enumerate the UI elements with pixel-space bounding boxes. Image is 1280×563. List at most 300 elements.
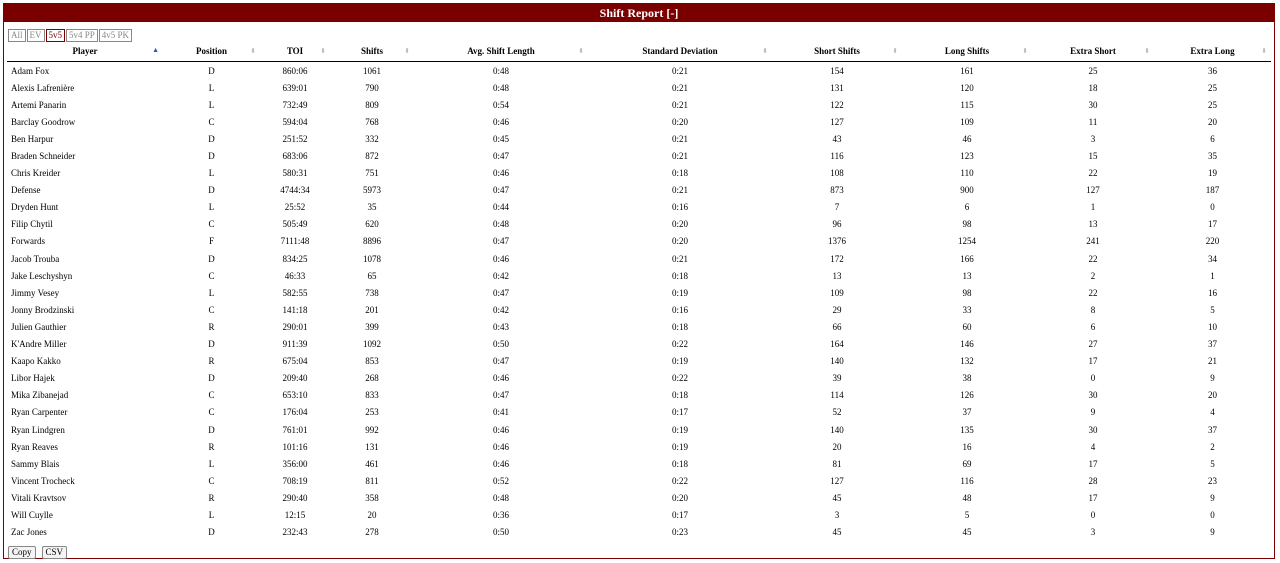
table-cell: 0:46 bbox=[492, 458, 509, 469]
table-cell: 209:40 bbox=[282, 373, 308, 384]
table-cell: 166 bbox=[960, 253, 974, 264]
table-cell: 46:33 bbox=[284, 270, 306, 281]
player-name-cell: Will Cuylle bbox=[11, 509, 53, 520]
player-name-cell: Jonny Brodzinski bbox=[11, 304, 75, 315]
table-cell: 594:04 bbox=[282, 116, 308, 127]
table-cell: L bbox=[208, 509, 215, 520]
table-cell: 0:18 bbox=[671, 270, 688, 281]
column-label: Position bbox=[195, 46, 227, 56]
table-cell: 101:16 bbox=[282, 441, 308, 452]
table-cell: 751 bbox=[365, 168, 379, 179]
sort-icon[interactable]: ⬍ bbox=[892, 47, 898, 55]
table-cell: 109 bbox=[960, 116, 974, 127]
column-label: Extra Long bbox=[1190, 46, 1235, 56]
table-cell: 0:43 bbox=[492, 321, 509, 332]
sort-icon[interactable]: ⬍ bbox=[404, 47, 410, 55]
table-cell: D bbox=[208, 151, 215, 162]
table-cell: 0:44 bbox=[492, 202, 509, 213]
table-cell: 30 bbox=[1088, 390, 1098, 401]
table-cell: 28 bbox=[1088, 475, 1098, 486]
table-cell: 5 bbox=[1210, 304, 1215, 315]
shift-report-panel bbox=[3, 3, 1275, 559]
table-cell: 20 bbox=[367, 509, 377, 520]
column-header-standard-deviation[interactable] bbox=[588, 41, 772, 62]
table-row bbox=[7, 301, 1271, 318]
filter-4v5-pk[interactable]: 4v5 PK bbox=[99, 29, 132, 42]
table-cell: D bbox=[208, 373, 215, 384]
table-cell: 17 bbox=[1088, 492, 1098, 503]
filter-all[interactable]: All bbox=[8, 29, 26, 42]
table-cell: 4744:34 bbox=[280, 185, 310, 196]
table-header bbox=[7, 41, 1271, 62]
table-cell: 127 bbox=[830, 116, 844, 127]
table-cell: L bbox=[208, 168, 215, 179]
table-cell: 358 bbox=[365, 492, 379, 503]
table-cell: 0:18 bbox=[671, 168, 688, 179]
table-cell: 25 bbox=[1208, 82, 1217, 93]
player-name-cell: Adam Fox bbox=[11, 65, 50, 76]
player-name-cell: Defense bbox=[11, 185, 41, 196]
table-cell: 675:04 bbox=[282, 356, 308, 367]
column-header-extra-short[interactable] bbox=[1032, 41, 1154, 62]
table-cell: 0:48 bbox=[492, 82, 509, 93]
table-cell: C bbox=[208, 475, 215, 486]
table-cell: 768 bbox=[365, 116, 379, 127]
table-cell: L bbox=[208, 287, 215, 298]
table-cell: D bbox=[208, 65, 215, 76]
table-cell: 0:52 bbox=[492, 475, 509, 486]
player-name-cell: Zac Jones bbox=[11, 527, 47, 538]
table-cell: 290:40 bbox=[282, 492, 308, 503]
player-name-cell: Forwards bbox=[11, 236, 45, 247]
table-cell: 9 bbox=[1210, 373, 1215, 384]
table-cell: 19 bbox=[1208, 168, 1217, 179]
table-cell: 172 bbox=[830, 253, 844, 264]
table-cell: 0:21 bbox=[671, 185, 688, 196]
player-name-cell: Ryan Reaves bbox=[11, 441, 58, 452]
table-row bbox=[7, 336, 1271, 353]
table-cell: 201 bbox=[365, 304, 379, 315]
table-cell: 17 bbox=[1208, 219, 1217, 230]
table-cell: R bbox=[208, 441, 215, 452]
table-cell: 0:21 bbox=[671, 151, 688, 162]
table-row bbox=[7, 165, 1271, 182]
table-cell: 0:19 bbox=[671, 424, 688, 435]
player-name-cell: Vincent Trocheck bbox=[11, 475, 75, 486]
player-name-cell: Libor Hajek bbox=[11, 373, 55, 384]
table-cell: 9 bbox=[1210, 492, 1215, 503]
table-cell: 0:21 bbox=[671, 253, 688, 264]
sort-icon[interactable]: ⬍ bbox=[1144, 47, 1150, 55]
table-cell: 98 bbox=[962, 287, 972, 298]
table-cell: 811 bbox=[365, 475, 379, 486]
table-cell: 0:47 bbox=[492, 236, 509, 247]
table-cell: 20 bbox=[1208, 116, 1217, 127]
filter-5v4-pp[interactable]: 5v4 PP bbox=[66, 29, 98, 42]
player-name-cell: Mika Zibanejad bbox=[11, 390, 69, 401]
export-buttons bbox=[8, 542, 69, 560]
table-cell: 27 bbox=[1088, 339, 1098, 350]
table-cell: 1078 bbox=[363, 253, 381, 264]
player-name-cell: Braden Schneider bbox=[11, 151, 76, 162]
table-row bbox=[7, 455, 1271, 472]
player-name-cell: Filip Chytil bbox=[11, 219, 53, 230]
table-cell: 3 bbox=[1090, 133, 1096, 144]
table-cell: 3 bbox=[834, 509, 840, 520]
table-cell: C bbox=[208, 390, 215, 401]
table-cell: 0:47 bbox=[492, 151, 509, 162]
player-name-cell: Vitali Kravtsov bbox=[11, 492, 67, 503]
sort-ascending-icon[interactable]: ▲ bbox=[152, 46, 159, 54]
table-row bbox=[7, 506, 1271, 523]
table-row bbox=[7, 524, 1271, 541]
table-cell: 0:48 bbox=[492, 492, 509, 503]
table-cell: 0:21 bbox=[671, 99, 688, 110]
filter-ev[interactable]: EV bbox=[27, 29, 45, 42]
table-cell: 0:16 bbox=[671, 202, 688, 213]
table-cell: C bbox=[208, 219, 215, 230]
table-cell: 164 bbox=[830, 339, 844, 350]
table-cell: 120 bbox=[960, 82, 974, 93]
table-cell: 268 bbox=[365, 373, 379, 384]
table-cell: 35 bbox=[1208, 151, 1217, 162]
column-header-short-shifts[interactable] bbox=[772, 41, 902, 62]
table-cell: 109 bbox=[830, 287, 844, 298]
table-row bbox=[7, 472, 1271, 489]
table-cell: R bbox=[208, 356, 215, 367]
shift-report-table bbox=[7, 41, 1271, 541]
table-cell: 0:46 bbox=[492, 116, 509, 127]
table-cell: 20 bbox=[832, 441, 842, 452]
table-cell: 115 bbox=[960, 99, 974, 110]
table-cell: 37 bbox=[962, 407, 972, 418]
table-row bbox=[7, 216, 1271, 233]
table-cell: 0:23 bbox=[671, 527, 688, 538]
table-cell: 0 bbox=[1090, 509, 1096, 520]
table-row bbox=[7, 79, 1271, 96]
table-cell: 22 bbox=[1088, 253, 1098, 264]
table-cell: 127 bbox=[830, 475, 844, 486]
table-cell: 505:49 bbox=[282, 219, 308, 230]
table-cell: 5973 bbox=[363, 185, 381, 196]
player-name-cell: K'Andre Miller bbox=[11, 339, 67, 350]
table-cell: 860:06 bbox=[282, 65, 308, 76]
table-row bbox=[7, 62, 1271, 80]
column-label: TOI bbox=[286, 46, 304, 56]
table-cell: 52 bbox=[832, 407, 842, 418]
table-cell: 3 bbox=[1090, 527, 1096, 538]
column-header-toi[interactable] bbox=[260, 41, 330, 62]
table-cell: 38 bbox=[962, 373, 972, 384]
table-row bbox=[7, 387, 1271, 404]
table-cell: 16 bbox=[1208, 287, 1217, 298]
table-cell: 253 bbox=[365, 407, 379, 418]
table-row bbox=[7, 370, 1271, 387]
strength-filter-bar bbox=[8, 25, 133, 39]
table-cell: 46 bbox=[962, 133, 972, 144]
table-cell: 683:06 bbox=[282, 151, 308, 162]
table-cell: R bbox=[208, 321, 215, 332]
table-cell: 580:31 bbox=[282, 168, 308, 179]
filter-5v5[interactable]: 5v5 bbox=[46, 29, 66, 42]
table-cell: 0:17 bbox=[671, 509, 688, 520]
table-cell: 6 bbox=[1210, 133, 1215, 144]
table-cell: 0:20 bbox=[671, 219, 688, 230]
csv-button[interactable]: CSV bbox=[42, 546, 68, 559]
table-cell: 2 bbox=[1090, 270, 1096, 281]
table-body bbox=[7, 62, 1271, 541]
table-cell: 0 bbox=[1210, 509, 1215, 520]
table-cell: 0:54 bbox=[492, 99, 509, 110]
table-cell: 833 bbox=[365, 390, 379, 401]
table-cell: 146 bbox=[960, 339, 974, 350]
table-row bbox=[7, 113, 1271, 130]
column-label: Standard Deviation bbox=[642, 46, 718, 56]
table-row bbox=[7, 96, 1271, 113]
table-cell: C bbox=[208, 116, 215, 127]
table-cell: 37 bbox=[1208, 424, 1217, 435]
table-cell: 620 bbox=[365, 219, 379, 230]
table-cell: 35 bbox=[367, 202, 377, 213]
player-name-cell: Ryan Lindgren bbox=[11, 424, 65, 435]
table-cell: 761:01 bbox=[282, 424, 308, 435]
table-cell: 12:15 bbox=[284, 509, 306, 520]
table-cell: 37 bbox=[1208, 339, 1217, 350]
player-name-cell: Ben Harpur bbox=[11, 133, 54, 144]
table-cell: 911:39 bbox=[282, 339, 308, 350]
table-cell: 0:20 bbox=[671, 236, 688, 247]
table-row bbox=[7, 233, 1271, 250]
table-cell: D bbox=[208, 424, 215, 435]
table-cell: 18 bbox=[1088, 82, 1098, 93]
player-name-cell: Ryan Carpenter bbox=[11, 407, 68, 418]
table-cell: 6 bbox=[964, 202, 970, 213]
table-cell: 60 bbox=[962, 321, 972, 332]
table-cell: D bbox=[208, 185, 215, 196]
table-cell: 29 bbox=[832, 304, 842, 315]
table-cell: 0:16 bbox=[671, 304, 688, 315]
table-cell: 0:18 bbox=[671, 390, 688, 401]
table-cell: 10 bbox=[1208, 321, 1217, 332]
copy-button[interactable]: Copy bbox=[8, 546, 36, 559]
table-cell: 45 bbox=[832, 492, 842, 503]
table-cell: 2 bbox=[1210, 441, 1215, 452]
table-cell: 140 bbox=[830, 356, 844, 367]
table-cell: 0:18 bbox=[671, 458, 688, 469]
table-cell: 0 bbox=[1090, 373, 1096, 384]
sort-icon[interactable]: ⬍ bbox=[762, 47, 768, 55]
sort-icon[interactable]: ⬍ bbox=[1261, 47, 1267, 55]
player-name-cell: Julien Gauthier bbox=[11, 321, 67, 332]
table-cell: 0:45 bbox=[492, 133, 509, 144]
table-cell: F bbox=[208, 236, 214, 247]
table-cell: 809 bbox=[365, 99, 379, 110]
table-cell: 45 bbox=[962, 527, 972, 538]
table-cell: 43 bbox=[832, 133, 842, 144]
table-cell: D bbox=[208, 253, 215, 264]
table-cell: 65 bbox=[367, 270, 377, 281]
table-cell: 992 bbox=[365, 424, 379, 435]
table-row bbox=[7, 250, 1271, 267]
table-cell: 0:21 bbox=[671, 65, 688, 76]
table-cell: 1092 bbox=[363, 339, 381, 350]
table-cell: 332 bbox=[365, 133, 379, 144]
table-cell: 34 bbox=[1208, 253, 1217, 264]
table-cell: 582:55 bbox=[282, 287, 308, 298]
table-cell: 13 bbox=[832, 270, 842, 281]
table-cell: 20 bbox=[1208, 390, 1217, 401]
table-cell: 251:52 bbox=[282, 133, 308, 144]
table-cell: 122 bbox=[830, 99, 844, 110]
table-row bbox=[7, 147, 1271, 164]
table-cell: 4 bbox=[1210, 407, 1215, 418]
table-cell: 872 bbox=[365, 151, 379, 162]
table-cell: 732:49 bbox=[282, 99, 308, 110]
column-header-extra-long[interactable] bbox=[1154, 41, 1271, 62]
sort-icon[interactable]: ⬍ bbox=[250, 47, 256, 55]
table-cell: 108 bbox=[830, 168, 844, 179]
sort-icon[interactable]: ⬍ bbox=[1022, 47, 1028, 55]
table-cell: 4 bbox=[1090, 441, 1096, 452]
table-cell: 900 bbox=[960, 185, 974, 196]
table-cell: 0:19 bbox=[671, 441, 688, 452]
table-cell: 22 bbox=[1088, 287, 1098, 298]
table-cell: 356:00 bbox=[282, 458, 308, 469]
table-cell: 154 bbox=[830, 65, 844, 76]
table-cell: 114 bbox=[830, 390, 844, 401]
table-cell: 48 bbox=[962, 492, 972, 503]
table-row bbox=[7, 421, 1271, 438]
table-cell: 8896 bbox=[363, 236, 381, 247]
table-cell: 0:22 bbox=[671, 339, 688, 350]
table-cell: C bbox=[208, 304, 215, 315]
table-cell: 0:20 bbox=[671, 116, 688, 127]
table-cell: 45 bbox=[832, 527, 842, 538]
table-cell: 81 bbox=[832, 458, 842, 469]
table-cell: 161 bbox=[960, 65, 974, 76]
table-row bbox=[7, 404, 1271, 421]
table-cell: 0:22 bbox=[671, 373, 688, 384]
table-cell: 790 bbox=[365, 82, 379, 93]
table-cell: 278 bbox=[365, 527, 379, 538]
sort-icon[interactable]: ⬍ bbox=[578, 47, 584, 55]
table-cell: 0:46 bbox=[492, 441, 509, 452]
table-cell: 0:47 bbox=[492, 185, 509, 196]
table-cell: C bbox=[208, 270, 215, 281]
table-cell: 0:46 bbox=[492, 424, 509, 435]
player-name-cell: Artemi Panarin bbox=[11, 99, 67, 110]
table-cell: L bbox=[208, 202, 215, 213]
table-cell: 25 bbox=[1208, 99, 1217, 110]
table-row bbox=[7, 267, 1271, 284]
player-name-cell: Jake Leschyshyn bbox=[11, 270, 73, 281]
table-cell: 13 bbox=[962, 270, 972, 281]
column-header-player[interactable] bbox=[7, 41, 163, 62]
table-cell: 22 bbox=[1088, 168, 1098, 179]
table-cell: 141:18 bbox=[282, 304, 308, 315]
table-cell: 232:43 bbox=[282, 527, 308, 538]
player-name-cell: Kaapo Kakko bbox=[11, 356, 61, 367]
table-cell: 1254 bbox=[958, 236, 976, 247]
table-cell: 98 bbox=[962, 219, 972, 230]
table-cell: 0:18 bbox=[671, 321, 688, 332]
table-cell: 140 bbox=[830, 424, 844, 435]
table-cell: 23 bbox=[1208, 475, 1217, 486]
table-cell: 1 bbox=[1210, 270, 1215, 281]
player-name-cell: Dryden Hunt bbox=[11, 202, 59, 213]
table-cell: 873 bbox=[830, 185, 844, 196]
player-name-cell: Alexis Lafrenière bbox=[11, 82, 75, 93]
table-cell: 0:50 bbox=[492, 527, 509, 538]
table-cell: 0:46 bbox=[492, 253, 509, 264]
table-cell: 0:48 bbox=[492, 65, 509, 76]
table-cell: 1061 bbox=[363, 65, 381, 76]
column-label: Extra Short bbox=[1070, 46, 1116, 56]
table-cell: L bbox=[208, 99, 215, 110]
table-cell: 853 bbox=[365, 356, 379, 367]
table-cell: 1376 bbox=[828, 236, 846, 247]
table-cell: 0:19 bbox=[671, 356, 688, 367]
table-cell: C bbox=[208, 407, 215, 418]
table-cell: 0:21 bbox=[671, 133, 688, 144]
table-cell: 25:52 bbox=[284, 202, 306, 213]
column-header-long-shifts[interactable] bbox=[902, 41, 1032, 62]
table-cell: 8 bbox=[1090, 304, 1096, 315]
table-cell: 0:42 bbox=[492, 270, 509, 281]
table-cell: R bbox=[208, 492, 215, 503]
column-header-avg-shift-length[interactable] bbox=[414, 41, 588, 62]
table-cell: 16 bbox=[962, 441, 972, 452]
column-header-shifts[interactable] bbox=[330, 41, 414, 62]
table-cell: 0:22 bbox=[671, 475, 688, 486]
table-cell: 39 bbox=[832, 373, 842, 384]
table-cell: 116 bbox=[830, 151, 844, 162]
table-cell: 17 bbox=[1088, 356, 1098, 367]
table-cell: 36 bbox=[1208, 65, 1217, 76]
table-cell: 0 bbox=[1210, 202, 1215, 213]
table-cell: 0:36 bbox=[492, 509, 509, 520]
table-cell: 127 bbox=[1086, 185, 1100, 196]
column-header-position[interactable] bbox=[163, 41, 260, 62]
table-cell: 0:47 bbox=[492, 287, 509, 298]
column-label: Avg. Shift Length bbox=[467, 46, 535, 56]
table-cell: 834:25 bbox=[282, 253, 308, 264]
table-cell: 96 bbox=[832, 219, 842, 230]
table-cell: 7111:48 bbox=[280, 236, 310, 247]
sort-icon[interactable]: ⬍ bbox=[320, 47, 326, 55]
table-row bbox=[7, 284, 1271, 301]
table-cell: 9 bbox=[1210, 527, 1215, 538]
table-cell: 241 bbox=[1086, 236, 1100, 247]
player-name-cell: Sammy Blais bbox=[11, 458, 60, 469]
table-row bbox=[7, 182, 1271, 199]
table-cell: 25 bbox=[1088, 65, 1098, 76]
table-row bbox=[7, 199, 1271, 216]
table-cell: 399 bbox=[365, 321, 379, 332]
table-cell: 131 bbox=[830, 82, 844, 93]
table-cell: 187 bbox=[1205, 185, 1220, 196]
table-cell: 110 bbox=[960, 168, 974, 179]
table-cell: 0:19 bbox=[671, 287, 688, 298]
table-cell: 131 bbox=[365, 441, 379, 452]
table-row bbox=[7, 130, 1271, 147]
panel-title[interactable]: Shift Report [-] bbox=[4, 4, 1274, 22]
table-cell: 126 bbox=[960, 390, 974, 401]
column-label: Short Shifts bbox=[814, 46, 860, 56]
table-cell: L bbox=[208, 458, 215, 469]
column-label: Player bbox=[72, 46, 98, 56]
table-cell: 290:01 bbox=[282, 321, 308, 332]
